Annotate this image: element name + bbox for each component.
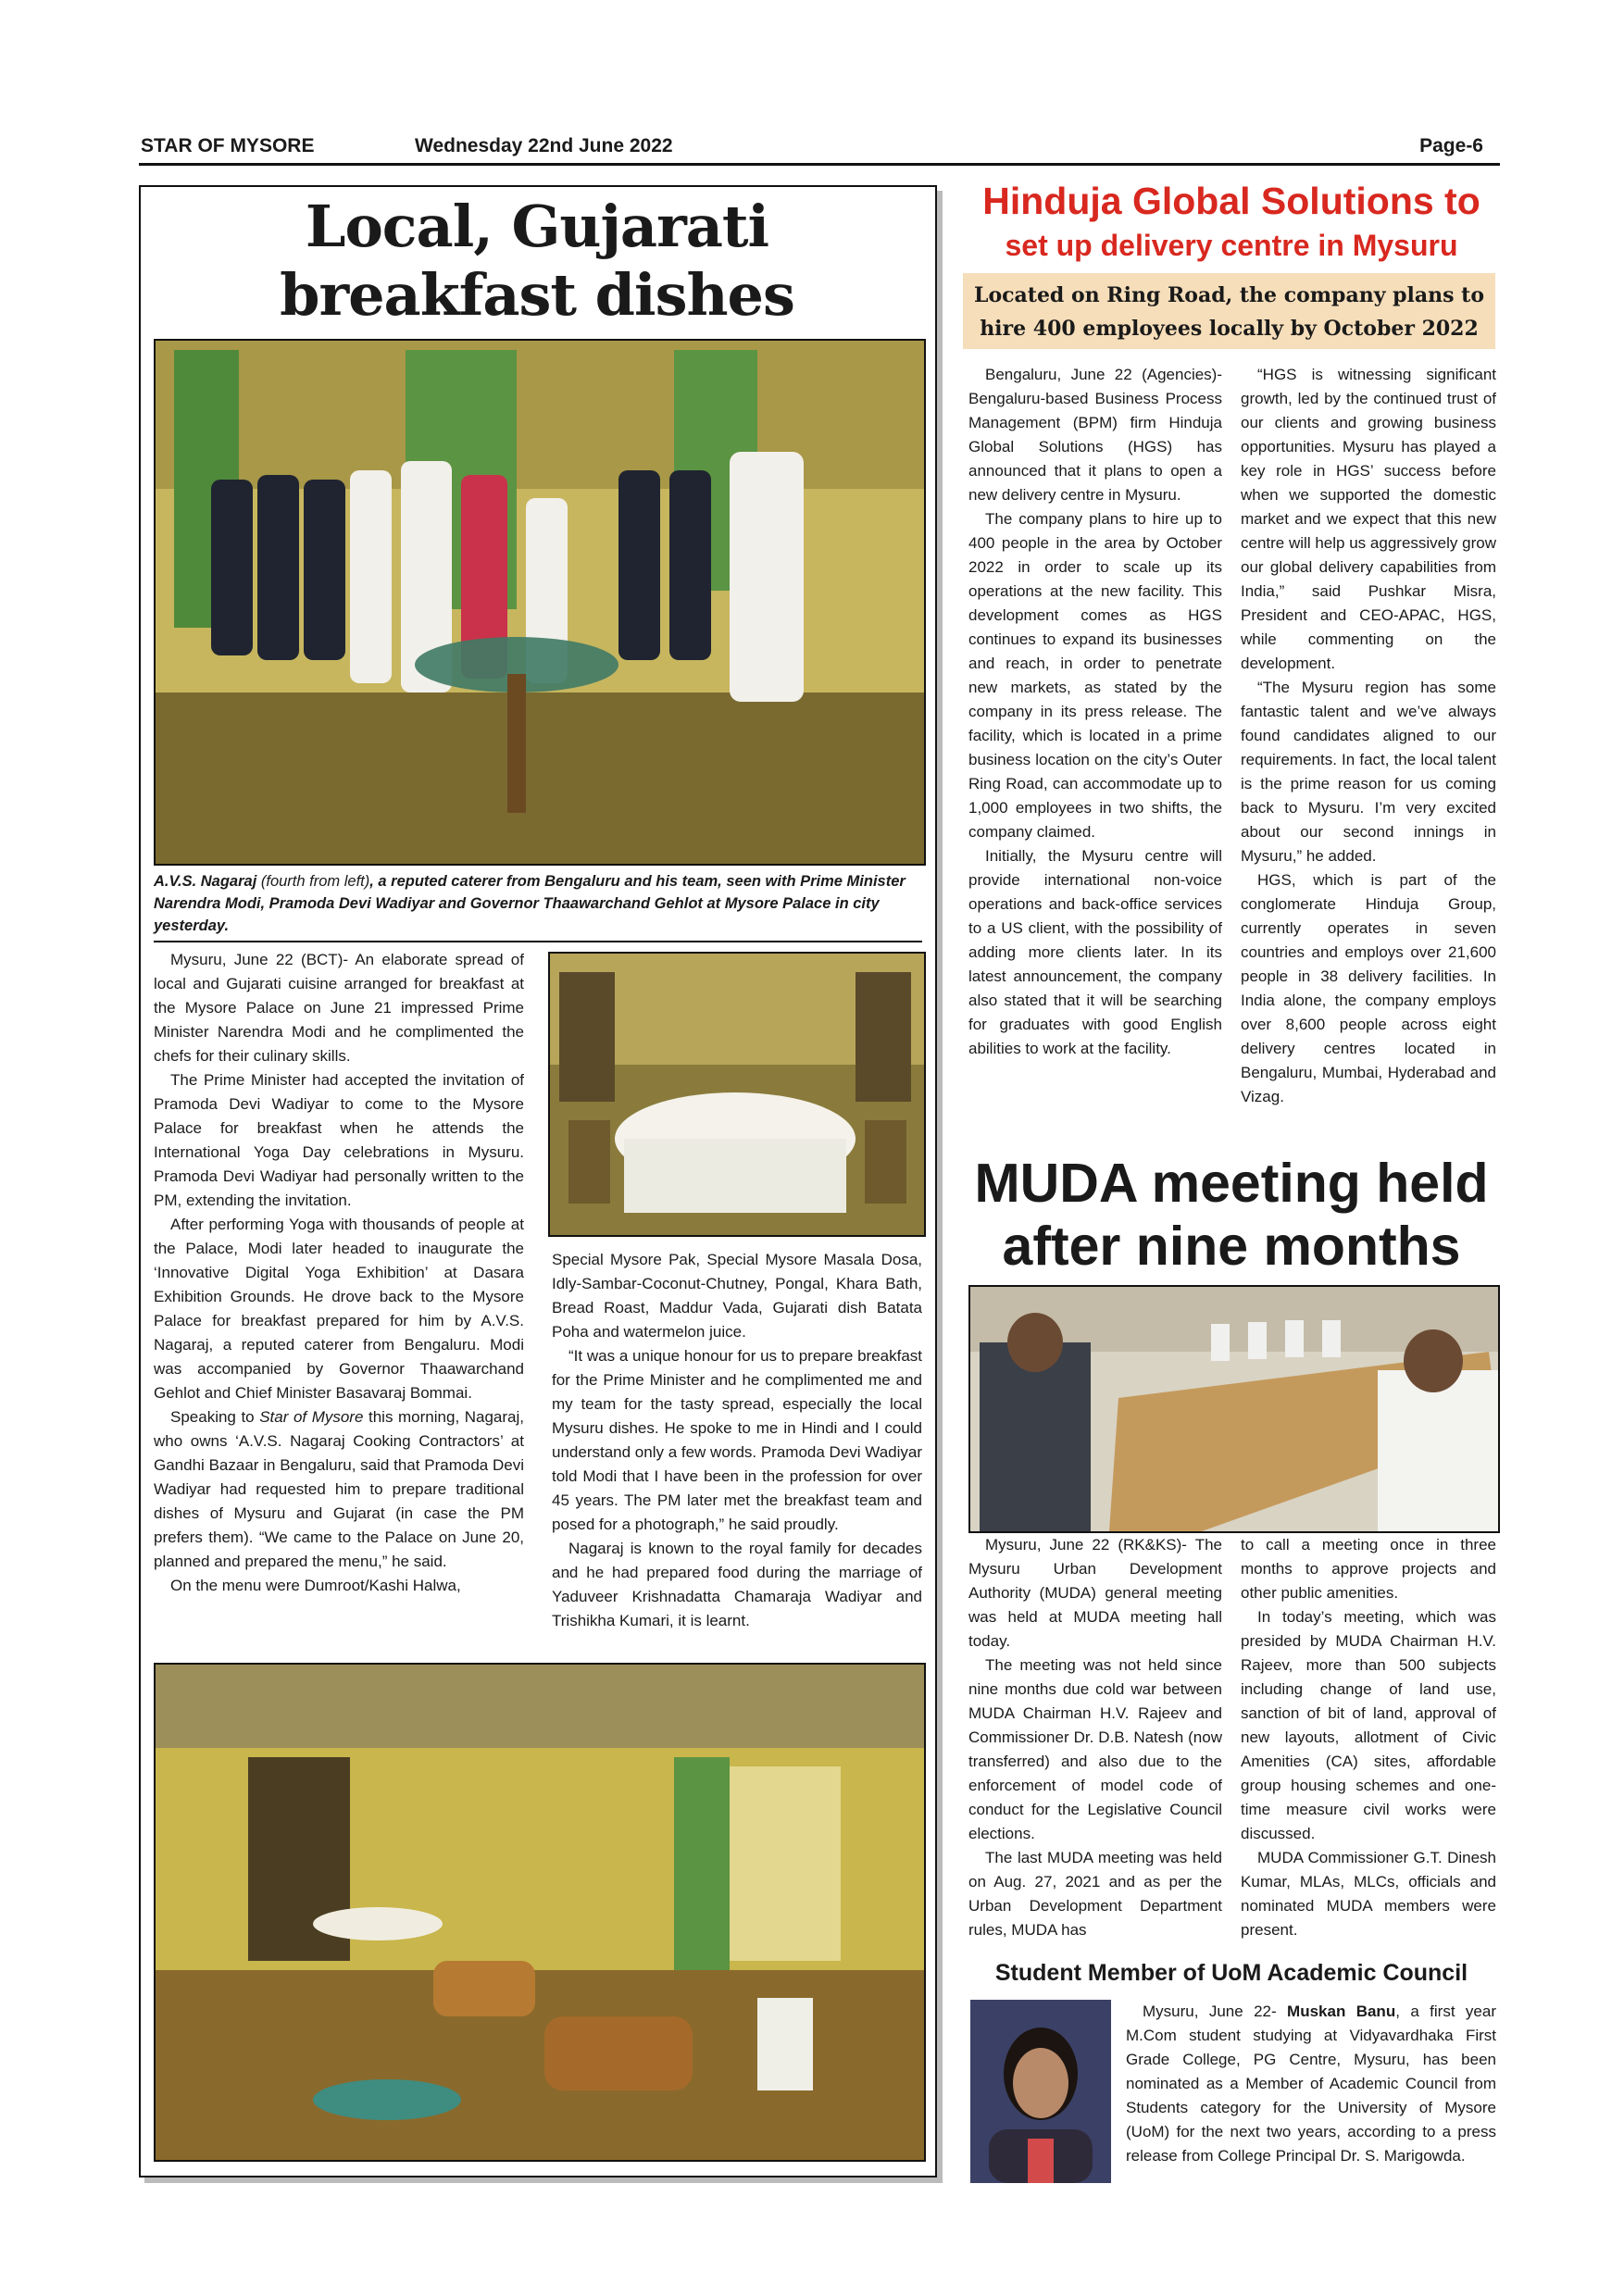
article-paragraph bbox=[1126, 2000, 1496, 2168]
masthead-date: Wednesday 22nd June 2022 bbox=[415, 135, 673, 156]
group-photo-illustration bbox=[156, 341, 924, 864]
main-story-column-1 bbox=[154, 948, 524, 1598]
student-portrait bbox=[970, 2000, 1111, 2183]
article-paragraph bbox=[154, 1405, 524, 1574]
article-paragraph: “HGS is witnessing significant growth, led by the continued trust of our clients and growing business opportunities. Mysuru has played a key role in HGS’ success before when we supported the domestic market and we expect that this new centre will help us aggressively grow our global delivery capabilities from India,” said Pushkar Misra, President and CEO-APAC, HGS, while commenting on the development. bbox=[1241, 366, 1496, 672]
muda-column-2 bbox=[1241, 1533, 1496, 1942]
hgs-headline-line-1: Hinduja Global Solutions to bbox=[982, 180, 1480, 222]
paragraph-text: , a first year M.Com student studying at Vidyavardhaka First Grade College, PG Centre, Mysuru, has been nominated as a Member of Academic Council from Students category for the University of Mysore (UoM) for the next two years, according to a press release from College Principal Dr. S. Marigowda. bbox=[1126, 2003, 1496, 2165]
student-story-text bbox=[1126, 2000, 1496, 2168]
article-paragraph: HGS, which is part of the conglomerate Hinduja Group, currently operates in seven countries and employs over 21,600 people in 38 delivery facilities. In India alone, the company employs over 8,600 people across eight delivery centres located in Bengaluru, Mumbai, Hyderabad and Vizag. bbox=[1241, 871, 1496, 1105]
muda-headline: MUDA meeting held after nine months bbox=[974, 1153, 1489, 1277]
student-portrait-illustration bbox=[970, 2000, 1111, 2183]
caption-name: A.V.S. Nagaraj bbox=[154, 873, 257, 890]
article-paragraph: Initially, the Mysuru centre will provide international non-voice operations and back-office services to a US client, with the possibility of adding more clients later. In its latest announcement, the company also stated that it will be searching for graduates with good English abilities to work at the facility. bbox=[968, 847, 1222, 1057]
article-paragraph: to call a meeting once in three months to approve projects and other public amenities. bbox=[1241, 1536, 1496, 1602]
article-paragraph: “It was a unique honour for us to prepare breakfast for the Prime Minister and he complimented me and my team for the tasty spread, especially the local Mysuru dishes. He spoke to me in Hindi and I could understand only a few words. Pramoda Devi Wadiyar told Modi that I have been in the profession for over 45 years. The PM later met the breakfast team and posed for a photograph,” he said proudly. bbox=[552, 1347, 922, 1533]
muda-meeting-illustration bbox=[970, 1287, 1498, 1531]
paper-name-italic: Star of Mysore bbox=[259, 1408, 364, 1426]
palace-hall-photo bbox=[154, 1663, 926, 2162]
article-paragraph: Nagaraj is known to the royal family for decades and he had prepared food during the marriage of Yaduveer Krishnadatta Chamaraja Wadiyar and Trishikha Kumari, it is learnt. bbox=[552, 1540, 922, 1629]
article-paragraph: Bengaluru, June 22 (Agencies)- Bengaluru-based Business Process Management (BPM) firm Hinduja Global Solutions (HGS) has announced that it plans to open a new delivery centre in Mysuru. bbox=[968, 366, 1222, 504]
main-story-column-2 bbox=[552, 1248, 922, 1633]
dining-table-illustration bbox=[550, 954, 924, 1235]
muda-meeting-photo bbox=[968, 1285, 1500, 1533]
caption-note: (fourth from left) bbox=[260, 873, 370, 890]
article-paragraph: After performing Yoga with thousands of people at the Palace, Modi later headed to inaugurate the ‘Innovative Digital Yoga Exhibition’ at Dasara Exhibition Grounds. He drove back to the Mysore Palace for breakfast prepared for him by A.V.S. Nagaraj, a reputed caterer from Bengaluru. Modi was accompanied by Governor Thaawarchand Gehlot and Chief Minister Basavaraj Bommai. bbox=[154, 1216, 524, 1402]
article-paragraph: “The Mysuru region has some fantastic talent and we’ve always found candidates aligned to our requirements. In fact, the local talent is the prime reason for us coming back to Mysuru. I’m very excited about our second innings in Mysuru,” he added. bbox=[1241, 679, 1496, 865]
article-paragraph: In today’s meeting, which was presided by MUDA Chairman H.V. Rajeev, more than 500 subjects including change of land use, sanction of bit of land, approval of new layouts, allotment of Civic Amenities (CA) sites, affordable group housing schemes and one-time measure civil works were discussed. bbox=[1241, 1608, 1496, 1842]
article-paragraph: MUDA Commissioner G.T. Dinesh Kumar, MLAs, MLCs, officials and nominated MUDA members were present. bbox=[1241, 1849, 1496, 1939]
masthead-paper-name: STAR OF MYSORE bbox=[141, 135, 315, 156]
masthead-rule bbox=[139, 163, 1500, 166]
hgs-column-1 bbox=[968, 363, 1222, 1061]
hgs-column-2 bbox=[1241, 363, 1496, 1109]
dateline: Mysuru, June 22- bbox=[1143, 2003, 1288, 2020]
caption-text: , a reputed caterer from Bengaluru and his team, seen with Prime Minister Narendra Modi, Pramoda Devi Wadiyar and Governor Thaawarchand Gehlot at Mysore Palace in city yesterday. bbox=[154, 873, 906, 934]
photo-caption bbox=[154, 870, 922, 937]
article-paragraph: Mysuru, June 22 (RK&KS)- The Mysuru Urban Development Authority (MUDA) general meeting was held at MUDA meeting hall today. bbox=[968, 1536, 1222, 1650]
hgs-deck: Located on Ring Road, the company plans to hire 400 employees locally by October 2022 bbox=[963, 273, 1495, 349]
caption-rule bbox=[154, 941, 922, 942]
masthead-page-number: Page-6 bbox=[1419, 135, 1483, 156]
student-headline: Student Member of UoM Academic Council bbox=[994, 1960, 1468, 1986]
article-paragraph: Mysuru, June 22 (BCT)- An elaborate spread of local and Gujarati cuisine arranged for breakfast at the Mysore Palace on June 21 impressed Prime Minister Narendra Modi and he complimented the chefs for their culinary skills. bbox=[154, 951, 524, 1065]
group-photo bbox=[154, 339, 926, 866]
dining-table-photo bbox=[548, 952, 926, 1237]
main-headline: Local, Gujarati breakfast dishes bbox=[280, 193, 794, 329]
article-paragraph: The company plans to hire up to 400 people in the area by October 2022 in order to scale up its operations at the new facility. This development comes as HGS continues to expand its businesses and reach, in order to penetrate new markets, as stated by the company in its press release. The facility, which is located in a prime business location on the city’s Outer Ring Road, can accommodate up to 1,000 employees in two shifts, the company claimed. bbox=[968, 510, 1222, 841]
article-paragraph: Special Mysore Pak, Special Mysore Masala Dosa, Idly-Sambar-Coconut-Chutney, Pongal, Khara Bath, Bread Roast, Maddur Vada, Gujarati dish Batata Poha and watermelon juice. bbox=[552, 1251, 922, 1341]
student-name: Muskan Banu bbox=[1287, 2003, 1396, 2020]
article-paragraph: The Prime Minister had accepted the invitation of Pramoda Devi Wadiyar to come to the Mysore Palace for breakfast when he attends the International Yoga Day celebrations in Mysuru. Pramoda Devi Wadiyar had personally written to the PM, extending the invitation. bbox=[154, 1071, 524, 1209]
paragraph-text: this morning, Nagaraj, who owns ‘A.V.S. Nagaraj Cooking Contractors’ at Gandhi Bazaar in Bengaluru, said that Pramoda Devi Wadiyar had requested him to prepare traditional dishes of Mysuru and Gujarat (in case the PM prefers them). “We came to the Palace on June 20, planned and prepared the menu,” he said. bbox=[154, 1408, 524, 1570]
hgs-headline-line-2: set up delivery centre in Mysuru bbox=[1005, 229, 1458, 262]
article-paragraph: The last MUDA meeting was held on Aug. 27, 2021 and as per the Urban Development Department rules, MUDA has bbox=[968, 1849, 1222, 1939]
muda-column-1 bbox=[968, 1533, 1222, 1942]
palace-hall-illustration bbox=[156, 1665, 924, 2160]
article-paragraph: On the menu were Dumroot/Kashi Halwa, bbox=[170, 1577, 461, 1594]
article-paragraph: The meeting was not held since nine months due cold war between MUDA Chairman H.V. Rajeev and Commissioner Dr. D.B. Natesh (now transferred) and also due to the enforcement of model code of conduct for the Legislative Council elections. bbox=[968, 1656, 1222, 1842]
paragraph-text: Speaking to bbox=[170, 1408, 260, 1426]
